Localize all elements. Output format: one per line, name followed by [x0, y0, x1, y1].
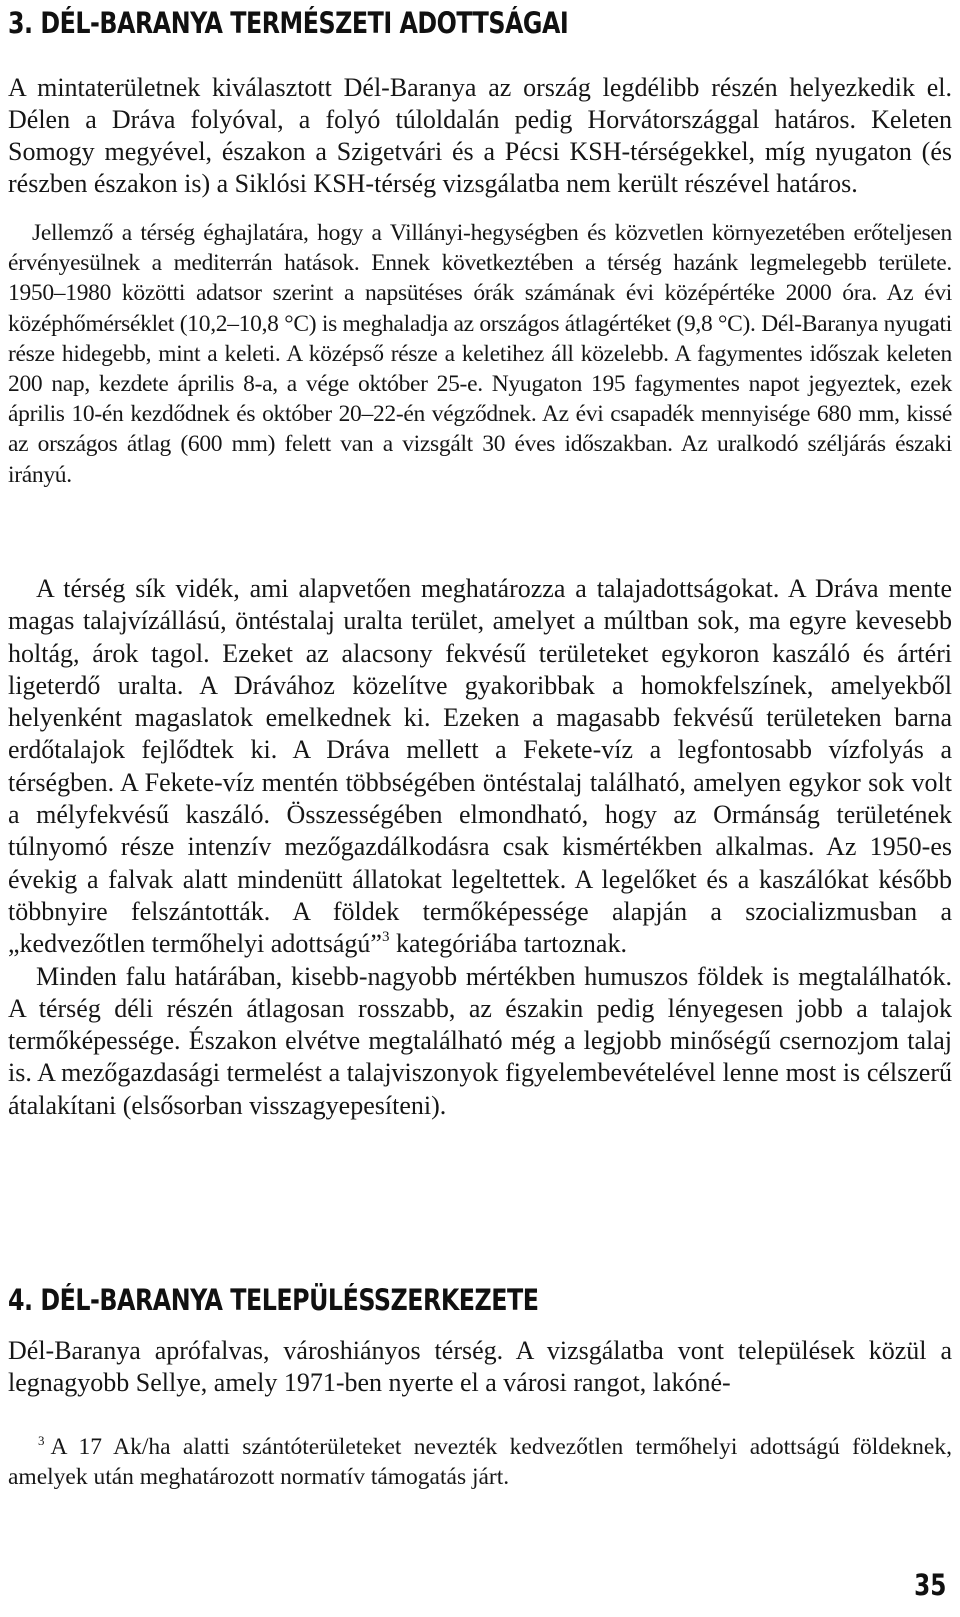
paragraph [8, 573, 952, 961]
paragraph: Dél-Baranya aprófalvas, városhiányos térség. A vizsgálatba vont települések közül a legnagyobb Sellye, amely 1971-ben nyerte el a városi rangot, lakóné- [8, 1336, 952, 1397]
paragraph: Minden falu határában, kisebb-nagyobb mértékben humuszos földek is megtalálhatók. A térség déli részén átlagosan rosszabb, az északin pedig lényegesen jobb a talajok termőképessége. Északon elvétve megtalálható még a legjobb minőségű csernozjom talaj is. A mezőgazdasági termelést a talajviszonyok figyelembevételével lenne most is célszerű átalakítani (elsősorban visszagyepesíteni). [8, 961, 952, 1120]
section-heading: 4. DÉL-BARANYA TELEPÜLÉSSZERKEZETE [8, 1283, 539, 1317]
footnote-body: A 17 Ak/ha alatti szántóterületeket nevezték kedvezőtlen termőhelyi adottságú földeknek, amelyek után meghatározott normatív támogatás járt. [8, 1434, 952, 1490]
paragraph-settlements [8, 1335, 952, 1399]
footnote-number: 3 [38, 1433, 45, 1448]
footnote-text [8, 1432, 952, 1492]
paragraph: A mintaterületnek kiválasztott Dél-Baranya az ország legdélibb részén helyezkedik el. Délen a Dráva folyóval, a folyó túloldalán pedig Horvátországgal határos. Keleten Somogy megyével, északon a Szigetvári és a Pécsi KSH-térségekkel, míg nyugaton (és részben északon is) a Siklósi KSH-térség vizsgálatba nem került részével határos. [8, 73, 952, 198]
section-heading: 3. DÉL-BARANYA TERMÉSZETI ADOTTSÁGAI [8, 6, 569, 40]
footnote [8, 1432, 952, 1492]
page-number: 35 [913, 1568, 946, 1602]
paragraph-climate [8, 218, 952, 490]
footnote-reference[interactable]: 3 [381, 929, 390, 946]
paragraph-soil [8, 573, 952, 1122]
paragraph-location [8, 72, 952, 200]
paragraph-text: kategóriába tartoznak. [389, 929, 627, 959]
paragraph: Jellemző a térség éghajlatára, hogy a Villányi-hegységben és közvetlen környezetében erőteljesen érvényesülnek a mediterrán hatások. Ennek következtében a térség hazánk legmelegebb területe. 1950–1980 közötti adatsor szerint a napsütéses órák számának évi középértéke 2000 óra. Az évi középhőmérséklet (10,2–10,8 °C) is meghaladja az országos átlagértéket (9,8 °C). Dél-Baranya nyugati része hidegebb, mint a keleti. A középső része a keletihez áll közelebb. A fagymentes időszak keleten 200 nap, kezdete április 8-a, a vége október 25-e. Nyugaton 195 fagymentes napot jegyeztek, ezek április 10-én kezdődnek és október 20–22-én végződnek. Az évi csapadék mennyisége 680 mm, kissé az országos átlag (600 mm) felett van a vizsgált 30 éves időszakban. Az uralkodó széljárás északi irányú. [8, 220, 952, 488]
paragraph-text: A térség sík vidék, ami alapvetően meghatározza a talajadottságokat. A Dráva mente magas talajvízállású, öntéstalaj uralta terület, amelyet a múltban sok, ma egyre kevesebb holtág, árok tagol. Ezeket az alacsony fekvésű területeket egykoron kaszáló és ártéri ligeterdő uralta. A Drávához közelítve gyakoribbak a homokfelszínek, amelyekből helyenként magaslatok emelkednek ki. Ezeken a magasabb fekvésű területeken barna erdőtalajok fejlődtek ki. A Dráva mellett a Fekete-víz a legfontosabb vízfolyás a térségben. A Fekete-víz mentén többségében öntéstalaj található, amelyen egykor sok volt a mélyfekvésű kaszáló. Összességében elmondható, hogy az Ormánság területének túlnyomó része intenzív mezőgazdálkodásra csak kismértékben alkalmas. Az 1950-es évekig a falvak alatt mindenütt állatokat legeltettek. A legelőket és a kaszálókat később többnyire felszántották. A földek termőképessége alapján a szocializmusban a „kedvezőtlen termőhelyi adottságú” [8, 574, 952, 959]
